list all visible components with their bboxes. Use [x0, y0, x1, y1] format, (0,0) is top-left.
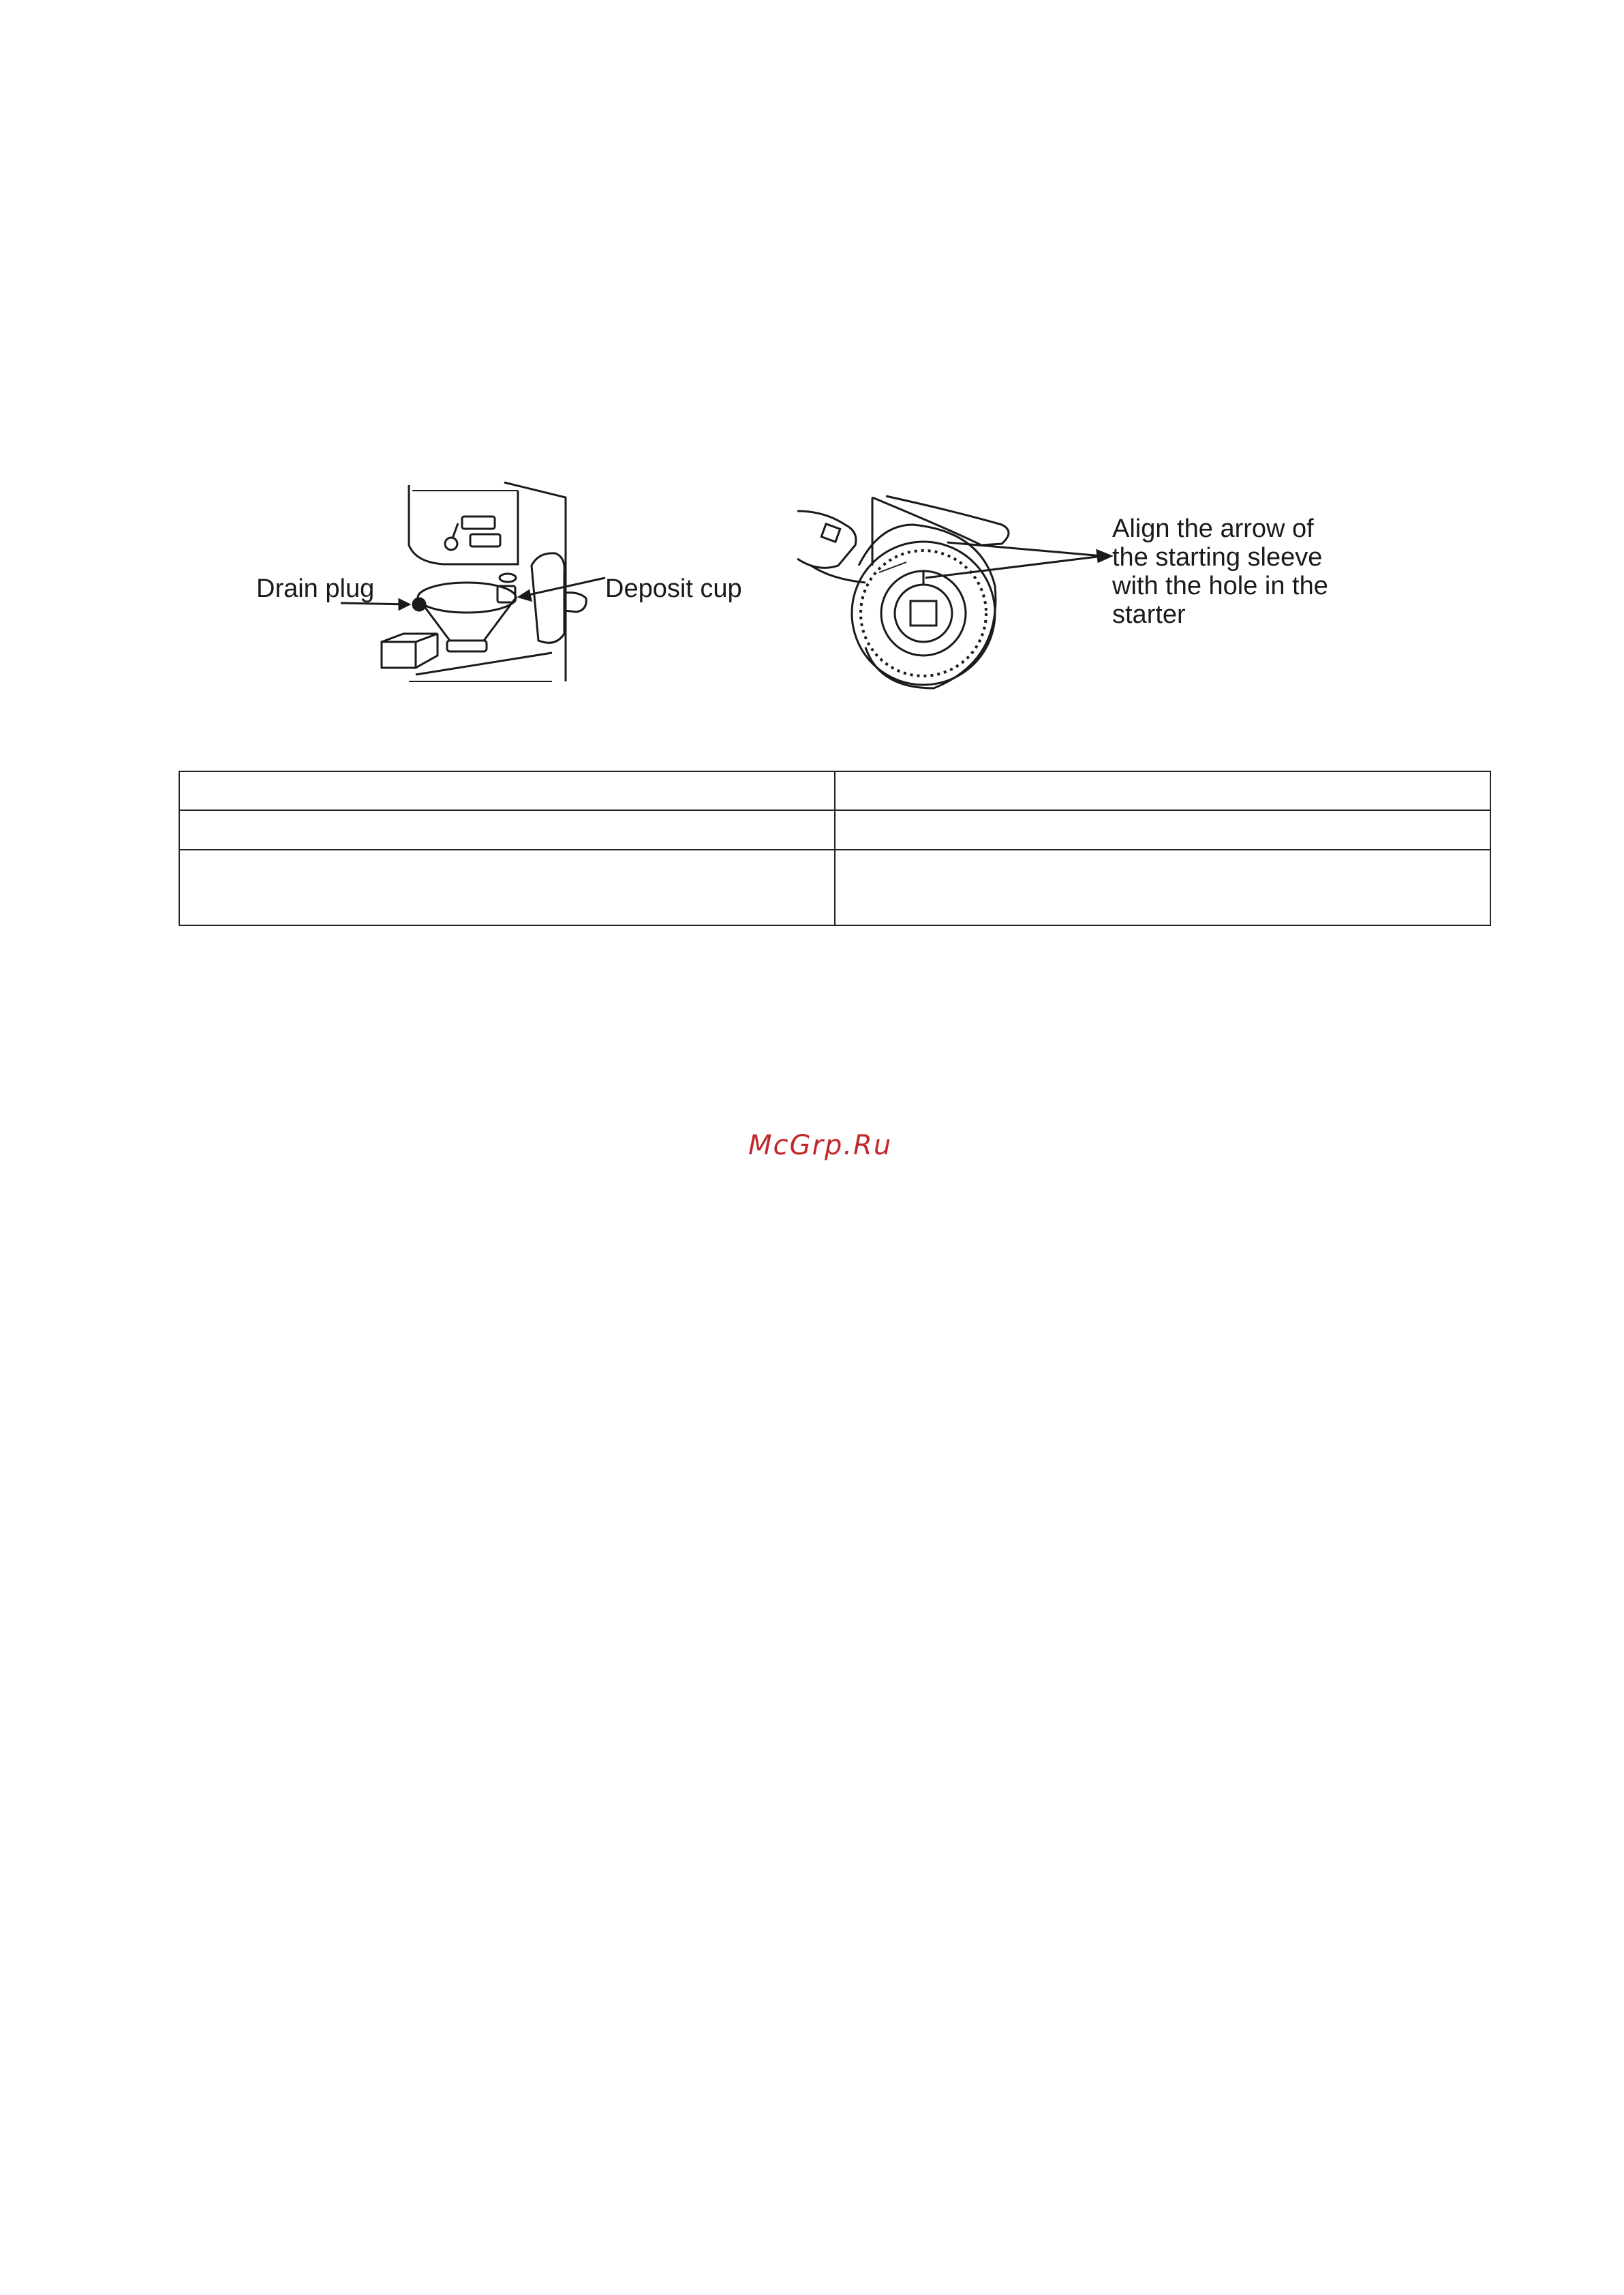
table-row [180, 810, 1490, 849]
table-cell [834, 772, 1490, 810]
watermark-text: McGrp.Ru [748, 1130, 893, 1161]
blank-table [179, 771, 1491, 926]
align-line-3: with the hole in the [1112, 572, 1328, 600]
deposit-cup-label: Deposit cup [605, 574, 742, 603]
align-line-2: the starting sleeve [1112, 543, 1323, 572]
align-line-4: starter [1112, 600, 1186, 629]
drain-plug-label: Drain plug [256, 574, 375, 603]
align-line-1: Align the arrow of [1112, 514, 1314, 543]
table-cell [834, 811, 1490, 849]
table-cell [180, 772, 834, 810]
table-row [180, 772, 1490, 810]
table-row [180, 849, 1490, 925]
align-arrow-instruction [1112, 514, 1398, 629]
table-cell [180, 850, 834, 925]
table-cell [180, 811, 834, 849]
table-cell [834, 850, 1490, 925]
